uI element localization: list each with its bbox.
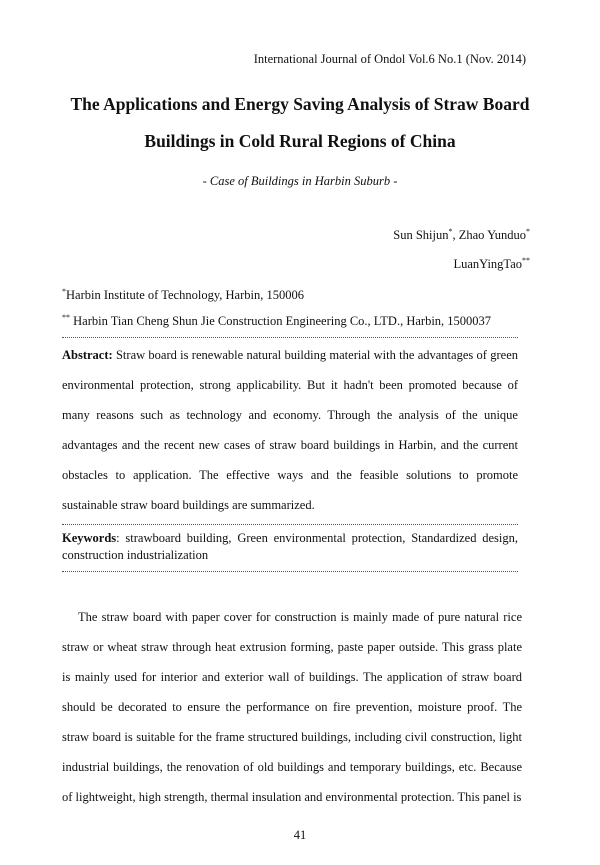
- paper-title-line-1: The Applications and Energy Saving Analysis of Straw Board: [70, 94, 530, 114]
- dotted-divider: [62, 571, 518, 572]
- author-mark: *: [448, 227, 453, 236]
- keywords-block: [62, 530, 518, 564]
- author-separator: ,: [452, 228, 459, 242]
- keywords-text: : strawboard building, Green environmental protection, Standardized design, construction industrialization: [62, 531, 518, 562]
- affiliation-text: Harbin Tian Cheng Shun Jie Construction Engineering Co., LTD., Harbin, 1500037: [70, 314, 492, 328]
- author-line-2: [453, 257, 530, 272]
- affiliation-2: [62, 314, 491, 329]
- abstract-block: [62, 340, 518, 520]
- affiliation-mark: **: [62, 313, 70, 322]
- dotted-divider: [62, 337, 518, 338]
- journal-header: International Journal of Ondol Vol.6 No.1 (Nov. 2014): [253, 52, 526, 66]
- paper-title-line-2: Buildings in Cold Rural Regions of China: [144, 131, 456, 151]
- author-mark: **: [522, 256, 530, 265]
- author-mark: *: [526, 227, 530, 236]
- dotted-divider: [62, 524, 518, 525]
- body-paragraph: The straw board with paper cover for construction is mainly made of pure natural rice straw or wheat straw through heat extrusion forming, paste paper outside. This grass plate is mainly used for interior and exterior wall of buildings. The application of straw board should be decorated to ensure the performance on fire prevention, moisture proof. The straw board is suitable for the frame structured buildings, including civil construction, light industrial buildings, the renovation of old buildings and temporary buildings, etc. Because of lightweight, high strength, thermal insulation and environmental protection. This panel is: [62, 610, 522, 804]
- paper-subtitle: - Case of Buildings in Harbin Suburb -: [202, 174, 398, 188]
- author-name: Zhao Yunduo: [458, 228, 526, 242]
- author-name: LuanYingTao: [453, 257, 522, 271]
- keywords-label: Keywords: [62, 531, 117, 545]
- affiliation-text: Harbin Institute of Technology, Harbin, 150006: [66, 288, 304, 302]
- author-line-1: [393, 228, 530, 243]
- page-number: 41: [293, 828, 307, 842]
- author-name: Sun Shijun: [393, 228, 449, 242]
- abstract-text: Straw board is renewable natural building material with the advantages of green environmental protection, strong applicability. But it hadn't been promoted because of many reasons such as technology and economy. Through the analysis of the unique advantages and the recent new cases of straw board buildings in Harbin, and the current obstacles to application. The effective ways and the feasible solutions to promote sustainable straw board buildings are summarized.: [62, 348, 518, 512]
- abstract-label: Abstract:: [62, 348, 113, 362]
- affiliation-mark: *: [62, 287, 66, 296]
- affiliation-1: [62, 288, 304, 303]
